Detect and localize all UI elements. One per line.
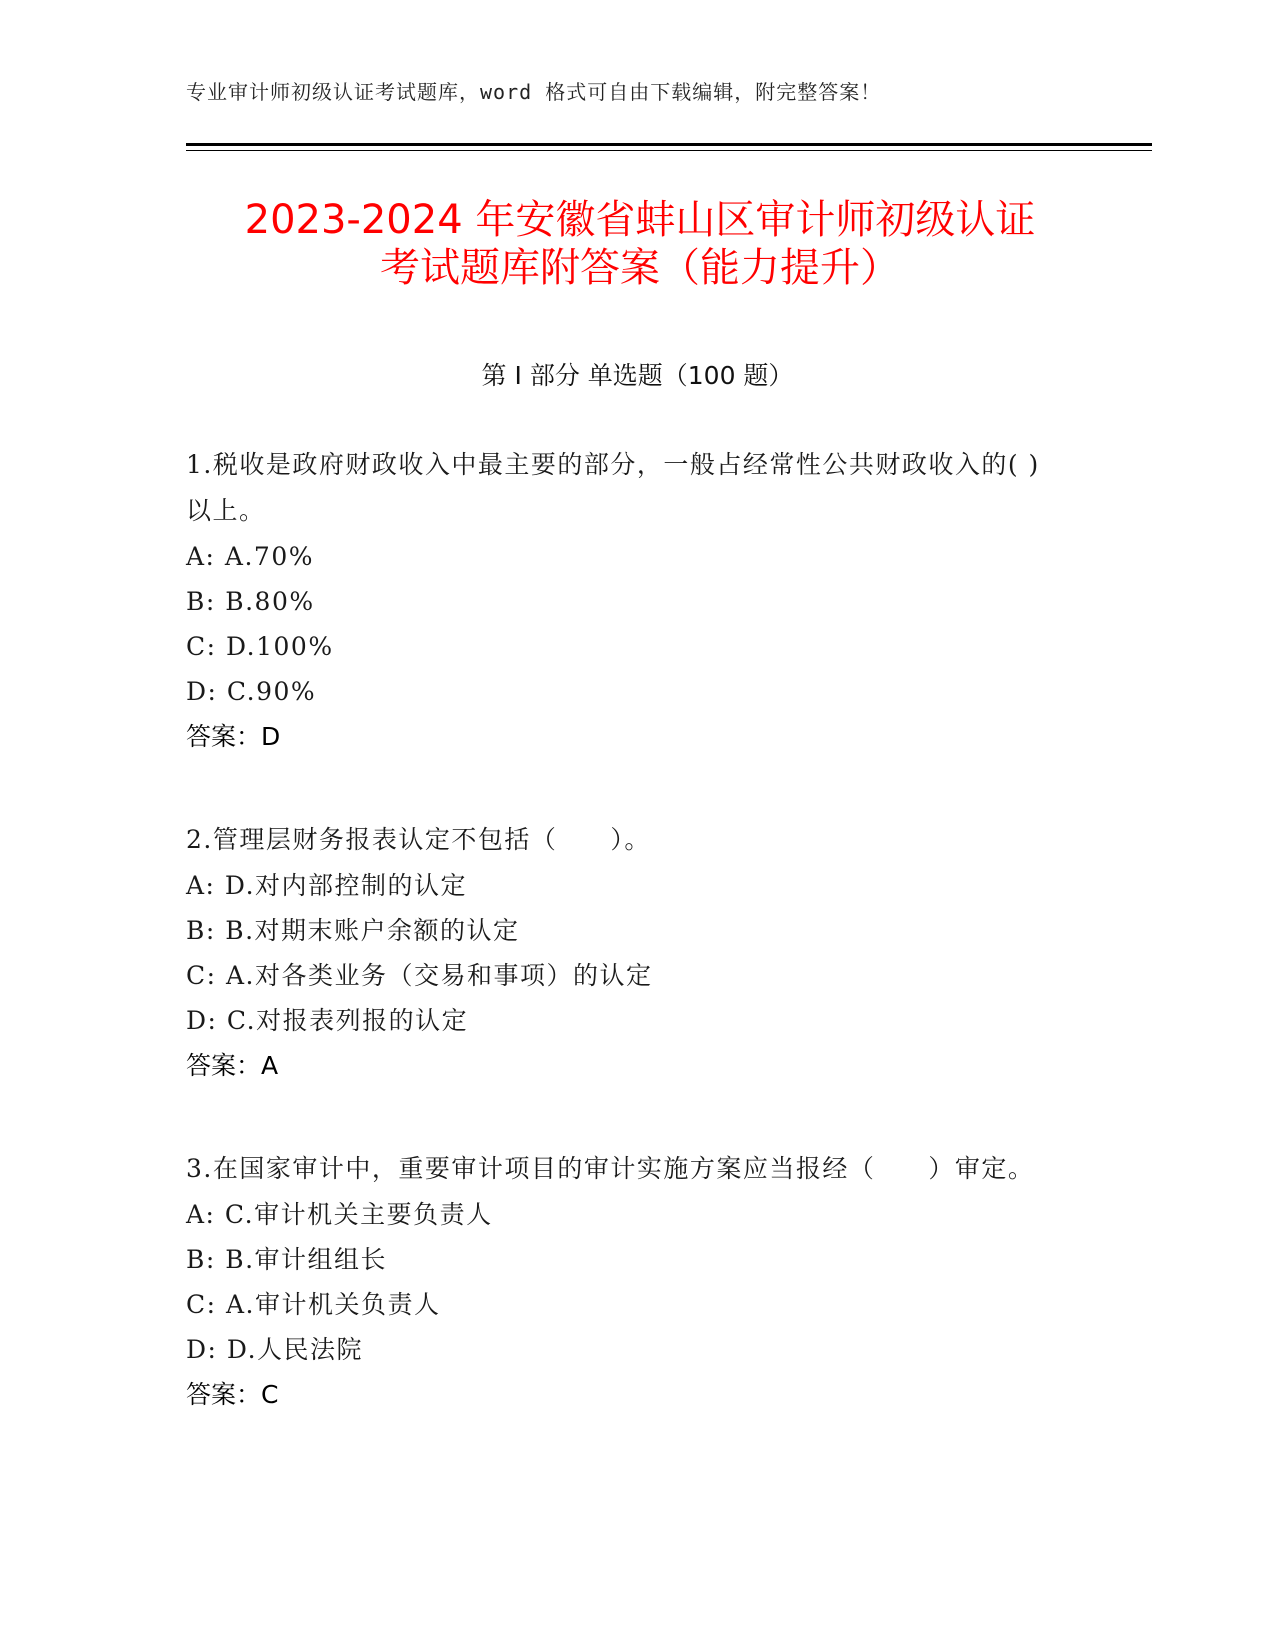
section-title: 第 I 部分 单选题（100 题）	[481, 361, 794, 390]
header-rule-thin	[186, 150, 1152, 151]
question-3	[186, 1146, 1066, 1417]
option-a: A: A.70%	[186, 542, 314, 571]
document-title-line-2: 考试题库附答案（能力提升）	[380, 245, 900, 291]
option-b: B: B.审计组组长	[186, 1245, 388, 1274]
option-d: D: C.对报表列报的认定	[186, 1006, 469, 1035]
question-2	[186, 817, 1066, 1088]
option-c: C: D.100%	[186, 632, 334, 661]
option-a: A: D.对内部控制的认定	[186, 871, 468, 900]
question-stem: 2.管理层财务报表认定不包括（ ）。	[186, 825, 651, 854]
option-c: C: A.对各类业务（交易和事项）的认定	[186, 961, 653, 990]
header-note: 专业审计师初级认证考试题库，word 格式可自由下载编辑，附完整答案！	[186, 80, 882, 104]
answer: 答案：C	[186, 1380, 279, 1409]
answer: 答案：D	[186, 722, 281, 751]
option-c: C: A.审计机关负责人	[186, 1290, 441, 1319]
option-a: A: C.审计机关主要负责人	[186, 1200, 493, 1229]
question-1	[186, 442, 1066, 759]
option-d: D: D.人民法院	[186, 1335, 364, 1364]
option-b: B: B.80%	[186, 587, 315, 616]
option-d: D: C.90%	[186, 677, 317, 706]
option-b: B: B.对期末账户余额的认定	[186, 916, 520, 945]
answer: 答案：A	[186, 1051, 279, 1080]
question-list	[186, 442, 1066, 1475]
question-stem: 1.税收是政府财政收入中最主要的部分，一般占经常性公共财政收入的( )以上。	[186, 450, 1040, 525]
document-title-line-1: 2023-2024 年安徽省蚌山区审计师初级认证	[244, 197, 1036, 243]
question-stem: 3.在国家审计中，重要审计项目的审计实施方案应当报经（ ）审定。	[186, 1154, 1035, 1183]
header-rule-thick	[186, 143, 1152, 146]
document-title	[180, 196, 1100, 292]
